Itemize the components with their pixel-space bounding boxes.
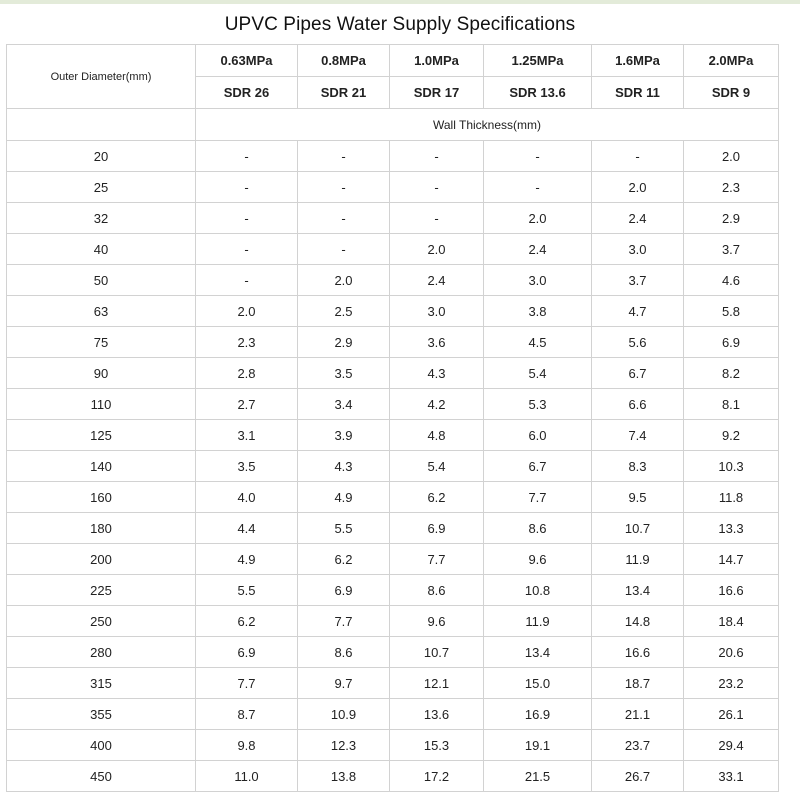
table-row [7, 451, 779, 482]
wall-thickness-cell: - [196, 141, 298, 172]
wall-thickness-cell: 6.9 [196, 637, 298, 668]
table-row [7, 420, 779, 451]
outer-diameter-cell: 75 [7, 327, 196, 358]
table-row [7, 141, 779, 172]
wall-thickness-cell: 3.4 [298, 389, 390, 420]
table-row [7, 699, 779, 730]
wall-thickness-cell: - [196, 203, 298, 234]
wall-thickness-cell: 5.3 [484, 389, 592, 420]
wall-thickness-cell: 11.8 [684, 482, 779, 513]
wall-thickness-cell: 2.9 [684, 203, 779, 234]
empty-cell [7, 109, 196, 141]
wall-thickness-cell: 10.7 [592, 513, 684, 544]
wall-thickness-cell: - [298, 141, 390, 172]
table-row [7, 234, 779, 265]
wall-thickness-cell: 16.6 [684, 575, 779, 606]
wall-thickness-cell: 2.0 [390, 234, 484, 265]
wall-thickness-cell: 3.0 [592, 234, 684, 265]
wall-thickness-cell: 2.3 [684, 172, 779, 203]
wall-thickness-cell: 14.7 [684, 544, 779, 575]
wall-thickness-cell: 16.6 [592, 637, 684, 668]
table-row [7, 358, 779, 389]
table-row [7, 203, 779, 234]
outer-diameter-cell: 25 [7, 172, 196, 203]
wall-thickness-cell: 17.2 [390, 761, 484, 792]
wall-thickness-cell: 5.5 [196, 575, 298, 606]
wall-thickness-cell: 2.8 [196, 358, 298, 389]
wall-thickness-cell: 6.2 [390, 482, 484, 513]
wall-thickness-cell: 9.8 [196, 730, 298, 761]
wall-thickness-cell: 11.0 [196, 761, 298, 792]
wall-thickness-cell: 6.9 [390, 513, 484, 544]
page-title: UPVC Pipes Water Supply Specifications [224, 14, 576, 35]
wall-thickness-cell: 10.7 [390, 637, 484, 668]
wall-thickness-cell: 29.4 [684, 730, 779, 761]
table-row [7, 668, 779, 699]
wall-thickness-cell: 6.9 [298, 575, 390, 606]
table-row [7, 265, 779, 296]
wall-thickness-header-row [7, 109, 779, 141]
wall-thickness-cell: 9.6 [484, 544, 592, 575]
wall-thickness-cell: 12.1 [390, 668, 484, 699]
wall-thickness-cell: 7.7 [298, 606, 390, 637]
outer-diameter-cell: 40 [7, 234, 196, 265]
pressure-header-cell: 1.0MPa [390, 45, 484, 77]
wall-thickness-cell: - [298, 203, 390, 234]
wall-thickness-cell: 2.4 [484, 234, 592, 265]
wall-thickness-cell: - [484, 141, 592, 172]
wall-thickness-cell: 6.9 [684, 327, 779, 358]
wall-thickness-cell: 4.2 [390, 389, 484, 420]
wall-thickness-cell: 5.5 [298, 513, 390, 544]
wall-thickness-cell: - [592, 141, 684, 172]
wall-thickness-cell: 2.9 [298, 327, 390, 358]
pressure-header-cell: 1.25MPa [484, 45, 592, 77]
sdr-header-cell: SDR 13.6 [484, 77, 592, 109]
outer-diameter-cell: 280 [7, 637, 196, 668]
wall-thickness-cell: - [196, 172, 298, 203]
wall-thickness-cell: 2.5 [298, 296, 390, 327]
wall-thickness-cell: 4.3 [298, 451, 390, 482]
wall-thickness-cell: 19.1 [484, 730, 592, 761]
wall-thickness-cell: 21.5 [484, 761, 592, 792]
wall-thickness-cell: 15.0 [484, 668, 592, 699]
wall-thickness-cell: 2.7 [196, 389, 298, 420]
pressure-header-cell: 0.8MPa [298, 45, 390, 77]
sdr-header-cell: SDR 21 [298, 77, 390, 109]
wall-thickness-cell: 2.0 [298, 265, 390, 296]
outer-diameter-cell: 63 [7, 296, 196, 327]
outer-diameter-cell: 32 [7, 203, 196, 234]
outer-diameter-cell: 400 [7, 730, 196, 761]
wall-thickness-cell: 3.7 [684, 234, 779, 265]
wall-thickness-cell: 23.2 [684, 668, 779, 699]
table-row [7, 606, 779, 637]
table-row [7, 482, 779, 513]
wall-thickness-cell: 6.7 [484, 451, 592, 482]
pressure-header-cell: 2.0MPa [684, 45, 779, 77]
table-row [7, 296, 779, 327]
wall-thickness-cell: 6.0 [484, 420, 592, 451]
wall-thickness-cell: - [390, 141, 484, 172]
wall-thickness-cell: 15.3 [390, 730, 484, 761]
wall-thickness-cell: - [390, 172, 484, 203]
pressure-header-cell: 0.63MPa [196, 45, 298, 77]
wall-thickness-cell: - [196, 234, 298, 265]
outer-diameter-cell: 50 [7, 265, 196, 296]
wall-thickness-cell: 3.8 [484, 296, 592, 327]
wall-thickness-cell: 4.7 [592, 296, 684, 327]
table-row [7, 389, 779, 420]
table-row [7, 730, 779, 761]
outer-diameter-cell: 125 [7, 420, 196, 451]
wall-thickness-header: Wall Thickness(mm) [196, 109, 779, 141]
wall-thickness-cell: 7.4 [592, 420, 684, 451]
wall-thickness-cell: 13.4 [592, 575, 684, 606]
outer-diameter-cell: 315 [7, 668, 196, 699]
wall-thickness-cell: 4.6 [684, 265, 779, 296]
wall-thickness-cell: 21.1 [592, 699, 684, 730]
table-row [7, 513, 779, 544]
wall-thickness-cell: 6.2 [196, 606, 298, 637]
wall-thickness-cell: 3.0 [484, 265, 592, 296]
outer-diameter-cell: 225 [7, 575, 196, 606]
wall-thickness-cell: 7.7 [484, 482, 592, 513]
outer-diameter-cell: 355 [7, 699, 196, 730]
table-row [7, 637, 779, 668]
wall-thickness-cell: - [196, 265, 298, 296]
outer-diameter-cell: 90 [7, 358, 196, 389]
wall-thickness-cell: 18.7 [592, 668, 684, 699]
wall-thickness-cell: 2.3 [196, 327, 298, 358]
wall-thickness-cell: 16.9 [484, 699, 592, 730]
wall-thickness-cell: 23.7 [592, 730, 684, 761]
wall-thickness-cell: 4.0 [196, 482, 298, 513]
outer-diameter-header: Outer Diameter(mm) [7, 45, 196, 109]
wall-thickness-cell: 3.1 [196, 420, 298, 451]
wall-thickness-cell: 11.9 [592, 544, 684, 575]
wall-thickness-cell: 10.3 [684, 451, 779, 482]
wall-thickness-cell: 13.4 [484, 637, 592, 668]
outer-diameter-cell: 450 [7, 761, 196, 792]
wall-thickness-cell: 4.8 [390, 420, 484, 451]
wall-thickness-cell: - [298, 172, 390, 203]
outer-diameter-cell: 180 [7, 513, 196, 544]
outer-diameter-cell: 140 [7, 451, 196, 482]
wall-thickness-cell: 9.2 [684, 420, 779, 451]
wall-thickness-cell: 2.0 [592, 172, 684, 203]
wall-thickness-cell: 10.9 [298, 699, 390, 730]
wall-thickness-cell: - [390, 203, 484, 234]
wall-thickness-cell: - [484, 172, 592, 203]
wall-thickness-cell: 8.7 [196, 699, 298, 730]
wall-thickness-cell: 3.0 [390, 296, 484, 327]
wall-thickness-cell: 3.9 [298, 420, 390, 451]
specifications-table [6, 44, 779, 792]
wall-thickness-cell: 13.8 [298, 761, 390, 792]
wall-thickness-cell: 6.6 [592, 389, 684, 420]
wall-thickness-cell: - [298, 234, 390, 265]
pressure-header-cell: 1.6MPa [592, 45, 684, 77]
wall-thickness-cell: 26.7 [592, 761, 684, 792]
wall-thickness-cell: 13.3 [684, 513, 779, 544]
sdr-header-cell: SDR 17 [390, 77, 484, 109]
wall-thickness-cell: 5.8 [684, 296, 779, 327]
sdr-header-cell: SDR 11 [592, 77, 684, 109]
wall-thickness-cell: 13.6 [390, 699, 484, 730]
wall-thickness-cell: 4.9 [298, 482, 390, 513]
wall-thickness-cell: 9.5 [592, 482, 684, 513]
wall-thickness-cell: 8.1 [684, 389, 779, 420]
wall-thickness-cell: 6.2 [298, 544, 390, 575]
wall-thickness-cell: 20.6 [684, 637, 779, 668]
outer-diameter-cell: 160 [7, 482, 196, 513]
outer-diameter-cell: 110 [7, 389, 196, 420]
wall-thickness-cell: 4.4 [196, 513, 298, 544]
wall-thickness-cell: 2.0 [484, 203, 592, 234]
table-row [7, 544, 779, 575]
wall-thickness-cell: 2.4 [390, 265, 484, 296]
wall-thickness-cell: 5.4 [484, 358, 592, 389]
wall-thickness-cell: 4.3 [390, 358, 484, 389]
table-row [7, 327, 779, 358]
sdr-header-cell: SDR 9 [684, 77, 779, 109]
wall-thickness-cell: 5.4 [390, 451, 484, 482]
wall-thickness-cell: 7.7 [196, 668, 298, 699]
wall-thickness-cell: 10.8 [484, 575, 592, 606]
wall-thickness-cell: 8.6 [484, 513, 592, 544]
wall-thickness-cell: 3.5 [298, 358, 390, 389]
wall-thickness-cell: 8.6 [298, 637, 390, 668]
wall-thickness-cell: 3.7 [592, 265, 684, 296]
wall-thickness-cell: 2.0 [196, 296, 298, 327]
wall-thickness-cell: 3.6 [390, 327, 484, 358]
table-row [7, 172, 779, 203]
wall-thickness-cell: 4.9 [196, 544, 298, 575]
table-row [7, 761, 779, 792]
top-divider [0, 0, 800, 4]
wall-thickness-cell: 18.4 [684, 606, 779, 637]
pressure-header-row [7, 45, 779, 77]
wall-thickness-cell: 26.1 [684, 699, 779, 730]
wall-thickness-cell: 4.5 [484, 327, 592, 358]
outer-diameter-cell: 250 [7, 606, 196, 637]
table-row [7, 575, 779, 606]
wall-thickness-cell: 6.7 [592, 358, 684, 389]
wall-thickness-cell: 9.6 [390, 606, 484, 637]
wall-thickness-cell: 33.1 [684, 761, 779, 792]
wall-thickness-cell: 11.9 [484, 606, 592, 637]
wall-thickness-cell: 3.5 [196, 451, 298, 482]
wall-thickness-cell: 8.2 [684, 358, 779, 389]
wall-thickness-cell: 2.0 [684, 141, 779, 172]
wall-thickness-cell: 2.4 [592, 203, 684, 234]
wall-thickness-cell: 8.3 [592, 451, 684, 482]
wall-thickness-cell: 8.6 [390, 575, 484, 606]
wall-thickness-cell: 14.8 [592, 606, 684, 637]
wall-thickness-cell: 12.3 [298, 730, 390, 761]
wall-thickness-cell: 5.6 [592, 327, 684, 358]
wall-thickness-cell: 9.7 [298, 668, 390, 699]
wall-thickness-cell: 7.7 [390, 544, 484, 575]
sdr-header-cell: SDR 26 [196, 77, 298, 109]
outer-diameter-cell: 20 [7, 141, 196, 172]
outer-diameter-cell: 200 [7, 544, 196, 575]
